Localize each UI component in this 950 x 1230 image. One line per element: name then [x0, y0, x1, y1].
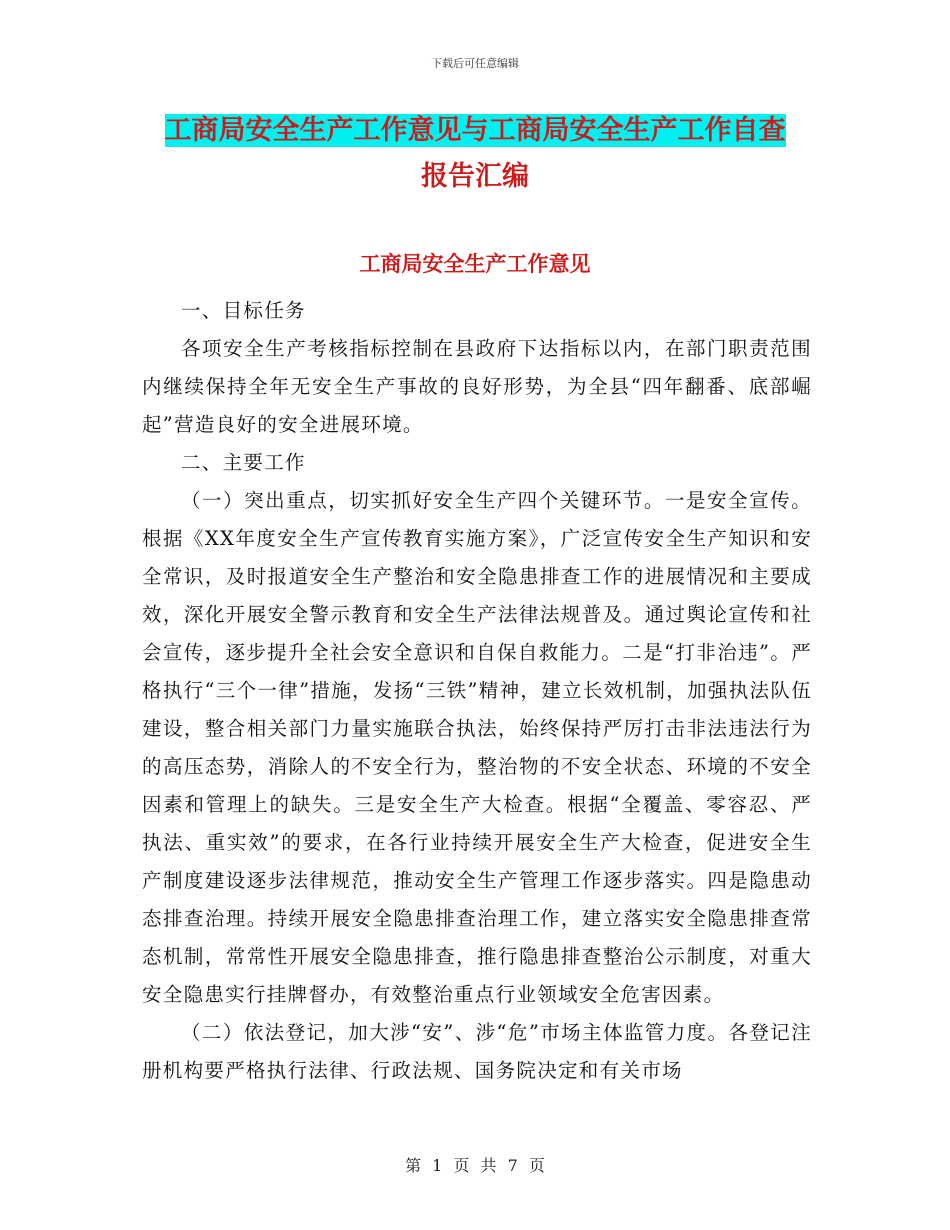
heading-target-tasks: 一、目标任务 — [181, 299, 306, 322]
title-line-1: 工商局安全生产工作意见与工商局安全生产工作自查 — [164, 115, 786, 146]
header-note: 下载后可任意编辑 — [431, 57, 519, 70]
page-footer: 第 1 页 共 7 页 — [405, 1156, 545, 1175]
title-line-2: 报告汇编 — [421, 161, 529, 192]
paragraph: （二）依法登记，加大涉“安”、涉“危”市场主体监管力度。各登记注册机构要严格执行法律、行政法规、国务院决定和有关市场 — [142, 1021, 812, 1082]
paragraph: 各项安全生产考核指标控制在县政府下达指标以内，在部门职责范围内继续保持全年无安全生产事故的良好形势，为全县“四年翻番、底部崛起”营造良好的安全进展环境。 — [142, 337, 812, 436]
section-title: 工商局安全生产工作意见 — [359, 251, 591, 276]
document-title — [0, 108, 950, 200]
heading-main-work: 二、主要工作 — [181, 451, 306, 474]
paragraph: （一）突出重点，切实抓好安全生产四个关键环节。一是安全宣传。根据《XX年度安全生产宣传教育实施方案》，广泛宣传安全生产知识和安全常识，及时报道安全生产整治和安全隐患排查工作的进展情况和主要成效，深化开展安全警示教育和安全生产法律法规普及。通过舆论宣传和社会宣传，逐步提升全社会安全意识和自保自救能力。二是“打非治违”。严格执行“三个一律”措施，发扬“三铁”精神，建立长效机制，加强执法队伍建设，整合相关部门力量实施联合执法，始终保持严厉打击非法违法行为的高压态势，消除人的不安全行为，整治物的不安全状态、环境的不安全因素和管理上的缺失。三是安全生产大检查。根据“全覆盖、零容忍、严执法、重实效”的要求，在各行业持续开展安全生产大检查，促进安全生产制度建设逐步法律规范，推动安全生产管理工作逐步落实。四是隐患动态排查治理。持续开展安全隐患排查治理工作，建立落实安全隐患排查常态机制，常常性开展安全隐患排查，推行隐患排查整治公示制度，对重大安全隐患实行挂牌督办，有效整治重点行业领域安全危害因素。 — [142, 489, 812, 1006]
body-text — [142, 292, 812, 1090]
